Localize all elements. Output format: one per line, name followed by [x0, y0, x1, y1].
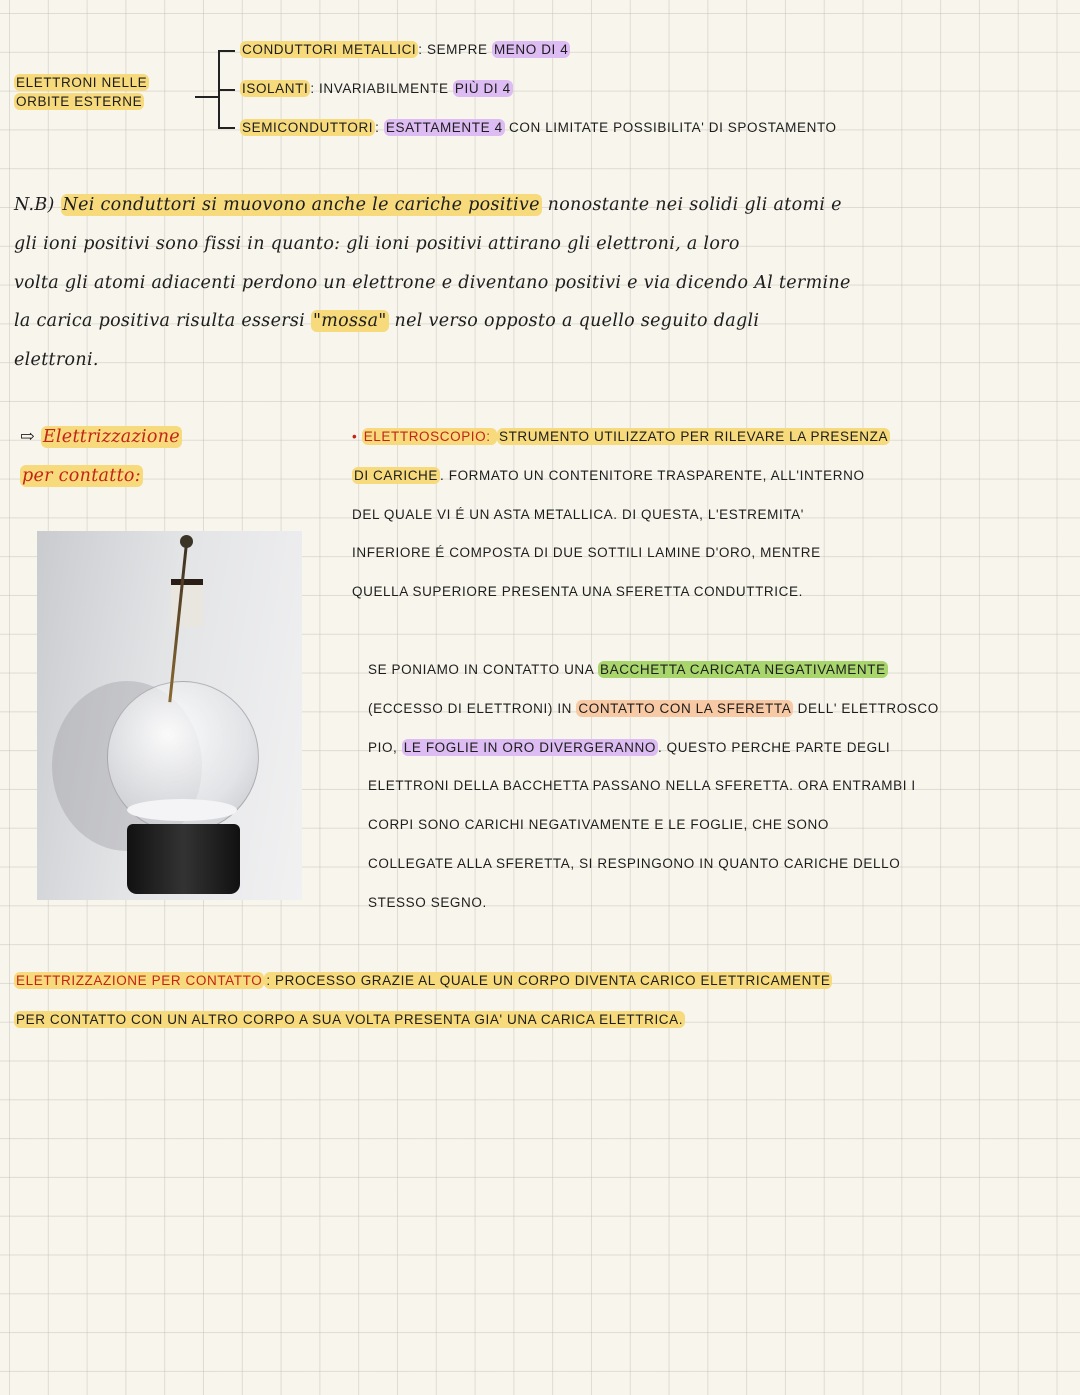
text-segment: N.B): [14, 195, 61, 215]
highlighted-text: CONTATTO CON LA SFERETTA: [578, 700, 792, 716]
highlighted-text: per contatto:: [22, 465, 141, 486]
highlighted-text: : PROCESSO GRAZIE AL QUALE UN CORPO DIVENTA CARICO ELETTRICAMENTE: [266, 973, 831, 988]
highlighted-text: BACCHETTA CARICATA NEGATIVAMENTE: [599, 662, 886, 677]
text-segment: volta gli atomi adiacenti perdono un elettrone e diventano positivi e via dicendo Al termine: [14, 272, 851, 293]
bracket-tick: [218, 50, 235, 52]
highlighted-text: PER CONTATTO CON UN ALTRO CORPO A SUA VOLTA PRESENTA GIA' UNA CARICA ELETTRICA.: [16, 1011, 684, 1027]
text-segment: STESSO SEGNO.: [368, 894, 487, 910]
highlighted-text: ELETTROSCOPIO:: [363, 429, 495, 444]
text-segment: : INVARIABILMENTE: [310, 80, 453, 96]
powder: [127, 799, 237, 821]
highlighted-text: STRUMENTO UTILIZZATO PER RILEVARE LA PRESENZA: [498, 429, 889, 444]
text-line: [352, 496, 890, 535]
text-line: [352, 573, 890, 612]
text-line: [14, 962, 832, 1001]
highlighted-text: DI CARICHE: [354, 467, 439, 483]
text-segment: •: [352, 429, 362, 444]
bracket-tick: [218, 127, 235, 129]
text-line: [368, 806, 939, 845]
text-segment: DELL' ELETTROSCO: [793, 700, 939, 716]
text-line: [20, 457, 182, 496]
highlighted-text: SEMICONDUTTORI: [242, 119, 374, 135]
section-heading: [20, 418, 182, 496]
text-line: [352, 457, 890, 496]
text-segment: : SEMPRE: [418, 42, 492, 57]
text-line: [368, 651, 939, 690]
text-line: [368, 884, 939, 923]
text-segment: COLLEGATE ALLA SFERETTA, SI RESPINGONO IN QUANTO CARICHE DELLO: [368, 855, 901, 871]
contact-explanation: [368, 651, 939, 923]
text-segment: (ECCESSO DI ELETTRONI) IN: [368, 700, 577, 716]
left-label: [14, 73, 149, 111]
neck-label: [171, 579, 203, 627]
text-line: [352, 418, 890, 457]
conductive-sphere: [180, 535, 193, 548]
highlighted-text: PIÙ DI 4: [454, 80, 511, 96]
text-line: [14, 186, 851, 225]
text-segment: . FORMATO UN CONTENITORE TRASPARENTE, ALL'INTERNO: [440, 467, 865, 483]
text-segment: la carica positiva risulta essersi: [14, 311, 311, 332]
bracket-tick: [218, 89, 235, 91]
text-line: [240, 109, 837, 148]
text-line: [240, 31, 837, 70]
text-line: [368, 845, 939, 884]
highlighted-text: "mossa": [312, 311, 387, 332]
text-line: [14, 1001, 832, 1040]
highlighted-text: MENO DI 4: [493, 42, 569, 57]
highlighted-text: ISOLANTI: [242, 80, 309, 96]
text-line: [14, 341, 851, 380]
text-segment: ⇨: [20, 427, 41, 447]
text-segment: CORPI SONO CARICHI NEGATIVAMENTE E LE FOGLIE, CHE SONO: [368, 817, 829, 833]
text-line: [368, 729, 939, 768]
text-segment: DEL QUALE VI É UN ASTA METALLICA. DI QUESTA, L'ESTREMITA': [352, 506, 804, 522]
electroscope-photo: [37, 531, 302, 900]
text-line: [14, 302, 851, 341]
text-line: [14, 92, 149, 111]
text-segment: nonostante nei solidi gli atomi e: [541, 195, 842, 215]
highlighted-text: ELETTRIZZAZIONE PER CONTATTO: [16, 973, 263, 988]
text-segment: SE PONIAMO IN CONTATTO UNA: [368, 662, 598, 677]
text-segment: elettroni.: [14, 350, 99, 371]
contact-electrification-definition: [14, 962, 832, 1040]
text-line: [352, 534, 890, 573]
highlighted-text: Elettrizzazione: [42, 427, 180, 447]
text-segment: PIO,: [368, 739, 402, 755]
highlighted-text: Nei conduttori si muovono anche le cariche positive: [62, 195, 540, 215]
text-line: [368, 690, 939, 729]
highlighted-text: ORBITE ESTERNE: [16, 94, 143, 109]
text-line: [20, 418, 182, 457]
text-segment: . QUESTO PERCHE PARTE DEGLI: [657, 739, 891, 755]
bracket-stub: [195, 96, 219, 98]
highlighted-text: ESATTAMENTE 4: [385, 119, 503, 135]
text-line: [240, 70, 837, 109]
text-segment: nel verso opposto a quello seguito dagli: [388, 311, 760, 332]
text-line: [368, 767, 939, 806]
base: [127, 824, 240, 894]
text-segment: gli ioni positivi sono fissi in quanto: gli ioni positivi attirano gli elettroni, a loro: [14, 233, 740, 254]
highlighted-text: ELETTRONI NELLE: [16, 75, 148, 90]
text-segment: QUELLA SUPERIORE PRESENTA UNA SFERETTA CONDUTTRICE.: [352, 584, 803, 600]
text-segment: :: [375, 119, 384, 135]
text-segment: ELETTRONI DELLA BACCHETTA PASSANO NELLA SFERETTA. ORA ENTRAMBI I: [368, 778, 916, 794]
nb-paragraph: [14, 186, 851, 380]
highlighted-text: CONDUTTORI METALLICI: [242, 42, 417, 57]
text-line: [14, 73, 149, 92]
text-line: [14, 264, 851, 303]
text-line: [14, 225, 851, 264]
text-segment: INFERIORE É COMPOSTA DI DUE SOTTILI LAMINE D'ORO, MENTRE: [352, 545, 821, 561]
highlighted-text: LE FOGLIE IN ORO DIVERGERANNO: [403, 739, 656, 755]
electroscope-definition: [352, 418, 890, 612]
material-classification: [240, 31, 837, 147]
text-segment: CON LIMITATE POSSIBILITA' DI SPOSTAMENTO: [504, 119, 837, 135]
